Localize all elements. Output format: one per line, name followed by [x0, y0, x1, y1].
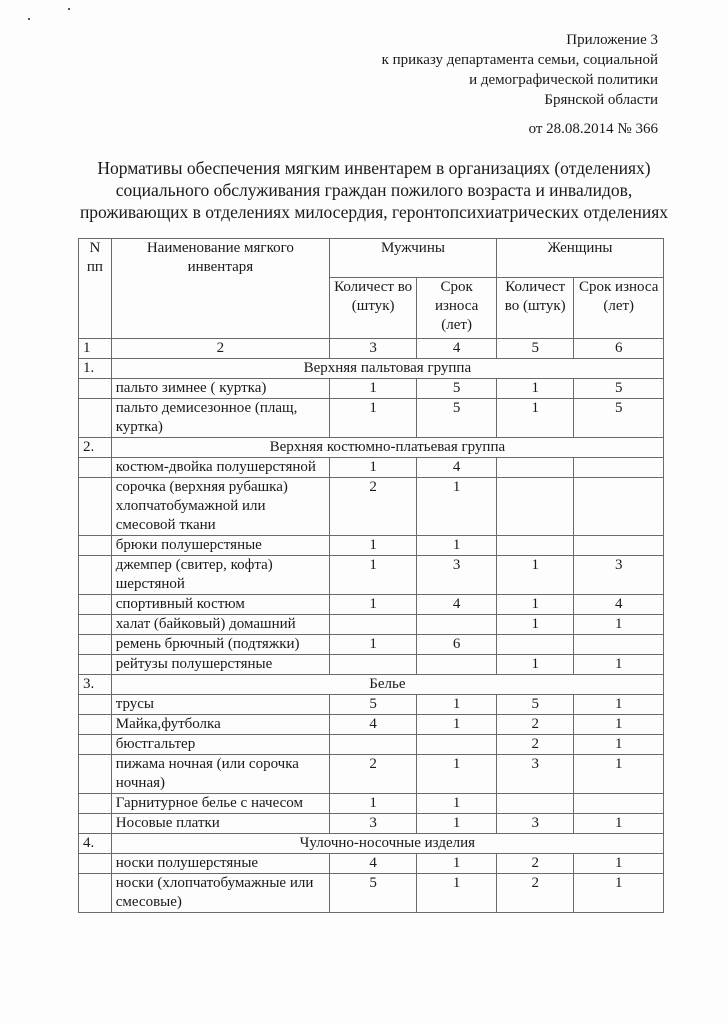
women-qty: 3: [496, 814, 573, 834]
group-number: 1.: [79, 359, 112, 379]
row-number-cell: [79, 735, 112, 755]
men-qty: 4: [330, 715, 417, 735]
women-term: 1: [574, 814, 664, 834]
scan-speck: [28, 18, 30, 20]
men-term: [417, 655, 497, 675]
table-row: [79, 874, 664, 913]
group-number: 4.: [79, 834, 112, 854]
women-term: [574, 536, 664, 556]
norms-table: [78, 238, 664, 913]
column-number: 1: [79, 339, 112, 359]
women-qty: 3: [496, 755, 573, 794]
women-term: 1: [574, 615, 664, 635]
women-qty: [496, 478, 573, 536]
women-qty: 5: [496, 695, 573, 715]
row-number-cell: [79, 655, 112, 675]
group-name: Белье: [111, 675, 663, 695]
item-name: спортивный костюм: [111, 595, 329, 615]
table-row: [79, 556, 664, 595]
men-term: 1: [417, 814, 497, 834]
col-header-name: Наименование мягкого инвентаря: [111, 239, 329, 339]
men-qty: 2: [330, 755, 417, 794]
row-number-cell: [79, 874, 112, 913]
women-qty: 2: [496, 735, 573, 755]
item-name: носки (хлопчатобумажные или смесовые): [111, 874, 329, 913]
group-row: [79, 438, 664, 458]
col-header-number: N пп: [79, 239, 112, 339]
table-row: [79, 478, 664, 536]
table-row: [79, 536, 664, 556]
row-number-cell: [79, 715, 112, 735]
column-number: 6: [574, 339, 664, 359]
scan-speck: [68, 8, 70, 10]
men-qty: 1: [330, 458, 417, 478]
men-term: 1: [417, 755, 497, 794]
women-qty: [496, 635, 573, 655]
women-term: 5: [574, 379, 664, 399]
row-number-cell: [79, 379, 112, 399]
item-name: Майка,футболка: [111, 715, 329, 735]
women-term: 1: [574, 695, 664, 715]
women-qty: 1: [496, 655, 573, 675]
women-qty: 1: [496, 399, 573, 438]
row-number-cell: [79, 458, 112, 478]
women-term: 3: [574, 556, 664, 595]
item-name: трусы: [111, 695, 329, 715]
table-row: [79, 458, 664, 478]
table-row: [79, 854, 664, 874]
column-numbers-row: [79, 339, 664, 359]
row-number-cell: [79, 536, 112, 556]
men-term: 1: [417, 874, 497, 913]
women-term: [574, 794, 664, 814]
men-qty: 4: [330, 854, 417, 874]
women-qty: 1: [496, 379, 573, 399]
table-row: [79, 379, 664, 399]
col-header-men-qty: Количест во (штук): [330, 278, 417, 339]
table-row: [79, 655, 664, 675]
men-term: [417, 735, 497, 755]
women-qty: 1: [496, 595, 573, 615]
group-number: 3.: [79, 675, 112, 695]
table-row: [79, 735, 664, 755]
appendix-line: и демографической политики: [469, 72, 658, 88]
item-name: джемпер (свитер, кофта) шерстяной: [111, 556, 329, 595]
order-date-number: от 28.08.2014 № 366: [528, 121, 658, 137]
table-row: [79, 715, 664, 735]
men-term: 3: [417, 556, 497, 595]
item-name: пижама ночная (или сорочка ночная): [111, 755, 329, 794]
table-row: [79, 794, 664, 814]
women-qty: 2: [496, 715, 573, 735]
table-row: [79, 635, 664, 655]
women-term: 1: [574, 874, 664, 913]
item-name: пальто зимнее ( куртка): [111, 379, 329, 399]
title-line: проживающих в отделениях милосердия, геронтопсихиатрических отделениях: [79, 202, 669, 222]
women-term: 1: [574, 655, 664, 675]
men-qty: 1: [330, 595, 417, 615]
women-term: 4: [574, 595, 664, 615]
col-header-men-term: Срок износа (лет): [417, 278, 497, 339]
row-number-cell: [79, 814, 112, 834]
men-qty: 1: [330, 379, 417, 399]
women-term: 5: [574, 399, 664, 438]
men-term: 1: [417, 536, 497, 556]
row-number-cell: [79, 854, 112, 874]
men-qty: 1: [330, 556, 417, 595]
men-term: 1: [417, 794, 497, 814]
group-name: Чулочно-носочные изделия: [111, 834, 663, 854]
column-number: 3: [330, 339, 417, 359]
group-name: Верхняя пальтовая группа: [111, 359, 663, 379]
item-name: Гарнитурное белье с начесом: [111, 794, 329, 814]
table-row: [79, 814, 664, 834]
women-qty: 2: [496, 874, 573, 913]
item-name: сорочка (верхняя рубашка) хлопчатобумажной или смесовой ткани: [111, 478, 329, 536]
row-number-cell: [79, 755, 112, 794]
appendix-line: к приказу департамента семьи, социальной: [381, 52, 658, 68]
row-number-cell: [79, 399, 112, 438]
table-row: [79, 399, 664, 438]
appendix-header: [382, 30, 658, 110]
women-term: [574, 478, 664, 536]
table-header-row: [79, 239, 664, 278]
women-term: 1: [574, 715, 664, 735]
women-qty: [496, 536, 573, 556]
women-term: [574, 458, 664, 478]
item-name: халат (байковый) домашний: [111, 615, 329, 635]
group-row: [79, 834, 664, 854]
women-term: 1: [574, 755, 664, 794]
women-qty: 1: [496, 615, 573, 635]
group-number: 2.: [79, 438, 112, 458]
women-qty: [496, 794, 573, 814]
group-row: [79, 359, 664, 379]
column-number: 2: [111, 339, 329, 359]
row-number-cell: [79, 794, 112, 814]
men-qty: 5: [330, 874, 417, 913]
column-number: 5: [496, 339, 573, 359]
men-term: 4: [417, 458, 497, 478]
women-qty: 2: [496, 854, 573, 874]
item-name: рейтузы полушерстяные: [111, 655, 329, 675]
women-qty: 1: [496, 556, 573, 595]
men-term: 1: [417, 854, 497, 874]
col-header-women-term: Срок износа (лет): [574, 278, 664, 339]
men-term: 5: [417, 399, 497, 438]
item-name: носки полушерстяные: [111, 854, 329, 874]
men-term: 1: [417, 478, 497, 536]
men-qty: [330, 615, 417, 635]
men-qty: 1: [330, 794, 417, 814]
men-qty: 1: [330, 536, 417, 556]
col-header-women-qty: Количест во (штук): [496, 278, 573, 339]
table-row: [79, 595, 664, 615]
group-name: Верхняя костюмно-платьевая группа: [111, 438, 663, 458]
men-term: 1: [417, 715, 497, 735]
table-row: [79, 755, 664, 794]
item-name: пальто демисезонное (плащ, куртка): [111, 399, 329, 438]
men-term: [417, 615, 497, 635]
men-qty: 5: [330, 695, 417, 715]
item-name: Носовые платки: [111, 814, 329, 834]
women-qty: [496, 458, 573, 478]
col-header-men: Мужчины: [330, 239, 497, 278]
men-qty: 1: [330, 635, 417, 655]
men-qty: 1: [330, 399, 417, 438]
women-term: 1: [574, 735, 664, 755]
item-name: ремень брючный (подтяжки): [111, 635, 329, 655]
appendix-line: Брянской области: [544, 92, 658, 108]
men-qty: [330, 735, 417, 755]
col-header-women: Женщины: [496, 239, 663, 278]
table-row: [79, 695, 664, 715]
table-row: [79, 615, 664, 635]
women-term: [574, 635, 664, 655]
men-term: 1: [417, 695, 497, 715]
title-line: Нормативы обеспечения мягким инвентарем в организациях (отделениях): [97, 158, 651, 178]
row-number-cell: [79, 695, 112, 715]
row-number-cell: [79, 478, 112, 536]
women-term: 1: [574, 854, 664, 874]
row-number-cell: [79, 635, 112, 655]
appendix-line: Приложение 3: [566, 32, 658, 48]
row-number-cell: [79, 595, 112, 615]
men-qty: 3: [330, 814, 417, 834]
item-name: брюки полушерстяные: [111, 536, 329, 556]
title-line: социального обслуживания граждан пожилого возраста и инвалидов,: [115, 180, 633, 200]
row-number-cell: [79, 556, 112, 595]
men-qty: 2: [330, 478, 417, 536]
document-title: [60, 157, 688, 223]
item-name: костюм-двойка полушерстяной: [111, 458, 329, 478]
group-row: [79, 675, 664, 695]
men-term: 6: [417, 635, 497, 655]
row-number-cell: [79, 615, 112, 635]
men-term: 4: [417, 595, 497, 615]
men-qty: [330, 655, 417, 675]
column-number: 4: [417, 339, 497, 359]
item-name: бюстгальтер: [111, 735, 329, 755]
men-term: 5: [417, 379, 497, 399]
